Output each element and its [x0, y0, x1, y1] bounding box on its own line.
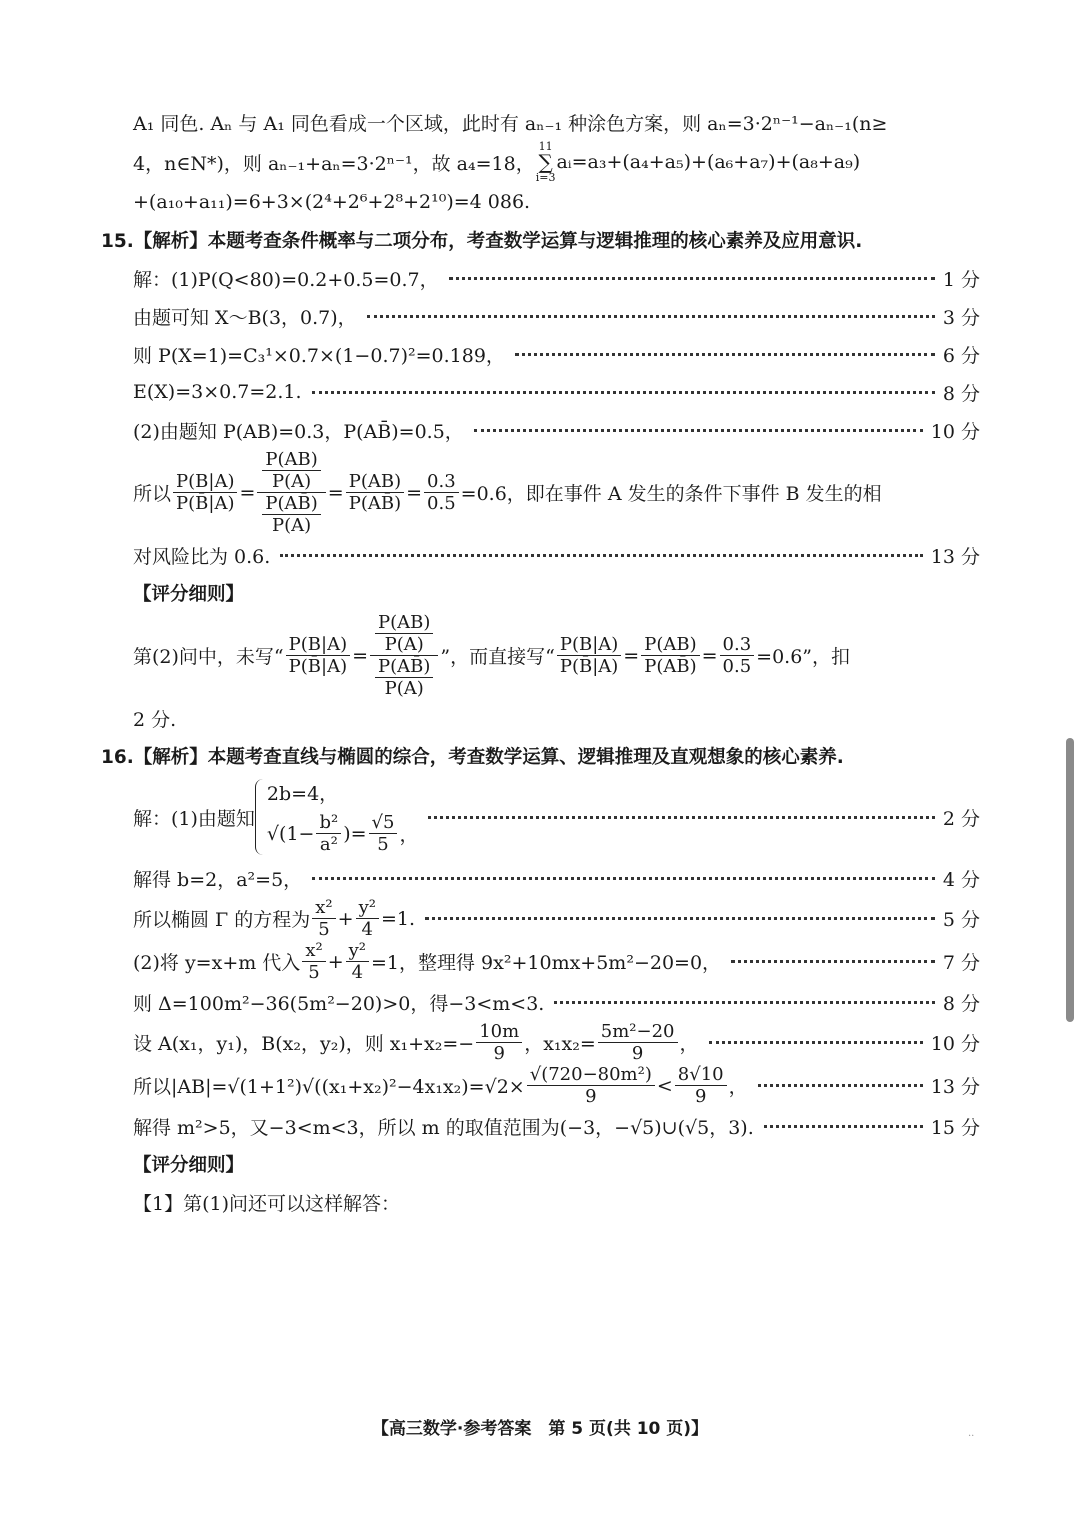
line-content [133, 580, 244, 606]
score-points: 13 分 [930, 545, 980, 568]
math-text: =1. [380, 907, 416, 930]
math-text: = [327, 481, 344, 504]
summation [536, 141, 556, 183]
math-text: 所以|AB|=√(1+1²)√((x₁+x₂)²−4x₁x₂)=√2× [133, 1076, 525, 1098]
math-text: 对风险比为 0.6. [133, 545, 271, 568]
math-text: P(B̄|A) [288, 656, 348, 677]
denominator [359, 919, 376, 940]
line-content [133, 612, 850, 699]
line-content [133, 341, 505, 368]
score-points: 6 分 [942, 344, 980, 367]
math-text: P(AB) [378, 612, 431, 633]
answer-document [101, 103, 980, 1221]
math-text: P(A) [272, 471, 312, 492]
denominator [557, 656, 621, 677]
line-content [133, 449, 882, 536]
fraction [375, 656, 433, 699]
numerator [476, 1021, 522, 1043]
denominator [349, 962, 366, 983]
math-text: P(B|A) [559, 634, 619, 655]
math-text: 解：(1)P(Q<80)=0.2+0.5=0.7， [133, 268, 439, 291]
fraction [257, 449, 325, 536]
dot-leader [731, 960, 935, 963]
math-text: 第(2)问中，未写“ [133, 646, 284, 668]
math-text: 【评分细则】 [133, 584, 245, 605]
denominator [317, 834, 341, 855]
score-points: 2 分 [942, 807, 980, 830]
denominator [346, 493, 404, 514]
math-text: x² [315, 897, 333, 918]
fraction [346, 940, 369, 983]
score-points: 4 分 [942, 868, 980, 891]
numerator [286, 634, 350, 656]
numerator [641, 634, 699, 656]
numerator [527, 1064, 655, 1086]
numerator [262, 493, 320, 515]
corner-mark: .. [968, 1428, 975, 1439]
fraction [262, 493, 320, 536]
numerator [375, 656, 433, 678]
math-text: ， [399, 824, 419, 846]
line-content [133, 265, 439, 292]
math-text: P(AB) [348, 471, 402, 492]
math-text: P(AB̄) [348, 493, 402, 514]
denominator [582, 1086, 599, 1107]
dot-leader [312, 877, 935, 880]
fraction [302, 940, 325, 983]
numerator [346, 940, 369, 962]
math-text: )= [343, 822, 367, 845]
line-content [133, 940, 721, 983]
line-content [133, 865, 302, 892]
denominator [257, 493, 325, 536]
math-text: A₁ 同色. Aₙ 与 A₁ 同色看成一个区域，此时有 aₙ₋₁ 种涂色方案，则 aₙ=3·2ⁿ⁻¹−aₙ₋₁(n≥ [133, 112, 888, 135]
math-text: y² [348, 940, 366, 961]
fraction [346, 471, 404, 514]
line-content [133, 542, 270, 569]
math-text: < [656, 1074, 673, 1097]
math-text: y² [358, 897, 376, 918]
score-points: 8 分 [942, 382, 980, 405]
score-points: 5 分 [942, 909, 980, 931]
dot-leader [428, 816, 934, 819]
text-line [133, 183, 980, 221]
math-text: ， [679, 1033, 699, 1055]
math-text: 解得 b=2，a²=5， [133, 868, 303, 891]
text-line [133, 859, 980, 897]
math-text: =0.6，即在事件 A 发生的条件下事件 B 发生的相 [460, 483, 882, 505]
brace-symbol [255, 779, 264, 855]
text-line [133, 259, 980, 297]
fraction [312, 897, 335, 940]
denominator [173, 493, 237, 514]
math-text: + [327, 950, 344, 973]
math-text: 9 [585, 1086, 597, 1107]
denominator [315, 919, 332, 940]
text-line [133, 775, 980, 859]
math-text: = [623, 644, 640, 667]
numerator [598, 1021, 678, 1043]
text-line [133, 536, 980, 574]
numerator [369, 812, 398, 834]
math-text: E(X)=3×0.7=2.1. [133, 381, 302, 403]
math-text: P(B̄|A) [176, 493, 235, 514]
line-content [133, 989, 544, 1016]
score-points: 10 分 [930, 1033, 980, 1055]
math-text: 由题可知 X～B(3，0.7)， [133, 306, 357, 329]
scrollbar-thumb[interactable] [1066, 738, 1074, 1022]
math-text: 解得 m²>5，又−3<m<3，所以 m 的取值范围为(−3，−√5)∪(√5，3). [133, 1116, 754, 1139]
dot-leader [474, 429, 923, 432]
fraction [598, 1021, 678, 1064]
section-heading [133, 1145, 980, 1183]
dot-leader [709, 1041, 923, 1044]
numerator [424, 471, 459, 493]
text-line [133, 373, 980, 411]
numerator [356, 897, 379, 919]
denominator [629, 1043, 646, 1064]
fraction [375, 612, 433, 655]
math-text: (2)由题知 P(AB)=0.3，P(AB̄)=0.5， [133, 420, 464, 443]
math-text: 解：(1)由题知 [133, 807, 255, 830]
text-line [133, 141, 980, 183]
math-text: 5m²−20 [600, 1021, 675, 1042]
line-content [101, 227, 862, 253]
math-text: = [352, 644, 369, 667]
text-line [133, 103, 980, 141]
math-text: 5 [377, 834, 389, 855]
math-text: P(AB) [644, 634, 697, 655]
dot-leader [312, 391, 935, 394]
math-text: = [701, 644, 718, 667]
text-line [133, 449, 980, 536]
math-text: 5 [308, 962, 320, 983]
fraction [557, 634, 621, 677]
sum-sym: ∑ [538, 150, 553, 174]
line-content [133, 303, 357, 330]
score-points: 7 分 [942, 952, 980, 974]
line-content [133, 381, 302, 403]
math-text: =0.6”，扣 [756, 646, 851, 668]
fraction [424, 471, 459, 514]
dot-leader [515, 353, 935, 356]
math-text: 【1】第(1)问还可以这样解答： [133, 1192, 401, 1215]
denominator [269, 471, 314, 492]
fraction [286, 634, 350, 677]
fraction [369, 812, 398, 855]
math-text: 0.5 [427, 493, 456, 514]
text-line [133, 1021, 980, 1064]
score-points: 8 分 [942, 992, 980, 1015]
equation-system [255, 779, 419, 855]
math-text: 9 [493, 1043, 505, 1064]
math-text: P(B|A) [288, 634, 348, 655]
dot-leader [758, 1084, 923, 1087]
numerator [173, 471, 237, 493]
math-text: 9 [694, 1086, 707, 1107]
math-text: x² [305, 940, 323, 961]
fraction [641, 634, 699, 677]
text-line [133, 297, 980, 335]
denominator [490, 1043, 507, 1064]
math-text: 8√10 [677, 1064, 724, 1085]
math-text: =1，整理得 9x²+10mx+5m²−20=0， [371, 952, 722, 974]
math-text: 所以椭圆 Γ 的方程为 [133, 909, 311, 931]
math-text: 则 P(X=1)=C₃¹×0.7×(1−0.7)²=0.189， [133, 344, 505, 367]
math-text: P(A) [384, 634, 424, 655]
math-text: 15.【解析】本题考查条件概率与二项分布，考查数学运算与逻辑推理的核心素养及应用意识. [101, 231, 863, 252]
section-heading [101, 221, 980, 259]
line-content [133, 1151, 244, 1177]
math-text: aᵢ=a₃+(a₄+a₅)+(a₆+a₇)+(a₈+a₉) [556, 151, 861, 173]
score-points: 10 分 [930, 420, 980, 443]
math-text: (2)将 y=x+m 代入 [133, 952, 301, 974]
denominator [305, 962, 322, 983]
denominator [374, 834, 391, 855]
line-content [101, 743, 844, 769]
line-content [133, 1021, 699, 1064]
dot-leader [367, 315, 935, 318]
math-text: P(A) [272, 515, 312, 536]
math-text: √5 [371, 812, 395, 833]
math-text: 则 Δ=100m²−36(5m²−20)>0，得−3<m<3. [133, 992, 545, 1015]
fraction [316, 812, 341, 855]
denominator [269, 515, 314, 536]
math-text: a² [319, 834, 338, 855]
dot-leader [425, 917, 935, 920]
math-text: 设 A(x₁，y₁)，B(x₂，y₂)，则 x₁+x₂=− [133, 1033, 475, 1055]
text-line [133, 411, 980, 449]
math-text: 2b=4， [266, 783, 339, 805]
math-text: 10m [479, 1021, 520, 1042]
text-line [133, 897, 980, 940]
numerator [302, 940, 325, 962]
math-text: 16.【解析】本题考查直线与椭圆的综合，考查数学运算、逻辑推理及直观想象的核心素养. [101, 747, 844, 768]
dot-leader [280, 554, 922, 557]
numerator [346, 471, 404, 493]
line-content [133, 417, 464, 444]
line-content [133, 1064, 748, 1107]
text-line [133, 1064, 980, 1107]
sum-top: 11 [538, 140, 553, 153]
math-text: 9 [631, 1043, 644, 1064]
line-content [133, 109, 887, 136]
text-line [133, 983, 980, 1021]
system-rows [267, 779, 419, 855]
math-text: 2 分. [133, 708, 177, 731]
math-text: P(A) [384, 678, 424, 699]
fraction [370, 612, 438, 699]
section-heading [101, 737, 980, 775]
math-text: ， [728, 1076, 748, 1098]
math-text: +(a₁₀+a₁₁)=6+3×(2⁴+2⁶+2⁸+2¹⁰)=4 086. [133, 191, 531, 213]
math-text: = [406, 481, 423, 504]
line-content [133, 1189, 400, 1216]
math-text: 4 [351, 962, 364, 983]
math-text: ”，而直接写“ [440, 646, 555, 668]
math-text: 5 [318, 919, 330, 940]
text-line [133, 1183, 980, 1221]
text-line [133, 940, 980, 983]
dot-leader [449, 277, 935, 280]
numerator [675, 1064, 727, 1086]
math-text: ，x₁x₂= [524, 1033, 596, 1055]
denominator [382, 678, 427, 699]
denominator [641, 656, 699, 677]
math-text: b² [319, 812, 339, 833]
system-row [267, 812, 419, 855]
fraction [476, 1021, 522, 1064]
fraction [262, 449, 320, 492]
math-text: 0.3 [427, 471, 456, 492]
score-points: 13 分 [930, 1076, 980, 1098]
math-text: = [239, 481, 256, 504]
math-text: 4，n∈N*)，则 aₙ₋₁+aₙ=3·2ⁿ⁻¹，故 a₄=18， [133, 152, 535, 175]
fraction [173, 471, 237, 514]
fraction [720, 634, 755, 677]
math-text: P(AB̄) [378, 656, 431, 677]
math-text: √(720−80m²) [529, 1064, 652, 1085]
denominator [720, 656, 755, 677]
denominator [692, 1086, 709, 1107]
fraction [356, 897, 379, 940]
math-text: 所以 [133, 483, 172, 505]
system-row [267, 779, 419, 806]
text-line [133, 335, 980, 373]
line-content [133, 141, 860, 183]
score-points: 1 分 [942, 268, 980, 291]
math-text: P(AB̄) [265, 493, 318, 514]
line-content [133, 705, 176, 732]
denominator [424, 493, 459, 514]
math-text: 0.5 [722, 656, 752, 677]
numerator [370, 612, 438, 656]
denominator [370, 656, 438, 699]
math-text: P(B̄|A) [559, 656, 619, 677]
page-footer: 【高三数学·参考答案 第 5 页(共 10 页)】 [371, 1419, 709, 1439]
numerator [262, 449, 320, 471]
dot-leader [554, 1001, 935, 1004]
line-content [133, 775, 418, 859]
score-points: 15 分 [930, 1116, 980, 1139]
denominator [382, 634, 427, 655]
math-text: √(1− [266, 822, 315, 845]
math-text: 【评分细则】 [133, 1155, 245, 1176]
fraction [675, 1064, 727, 1107]
text-line [133, 612, 980, 699]
text-line [133, 699, 980, 737]
fraction [527, 1064, 655, 1107]
dot-leader [764, 1125, 923, 1128]
section-heading [133, 574, 980, 612]
numerator [316, 812, 341, 834]
score-points: 3 分 [942, 306, 980, 329]
numerator [257, 449, 325, 493]
numerator [375, 612, 433, 634]
sum-bot: i=3 [535, 171, 556, 184]
line-content [133, 1113, 754, 1140]
numerator [720, 634, 755, 656]
line-content [133, 191, 530, 213]
numerator [557, 634, 621, 656]
math-text: P(AB) [265, 449, 318, 470]
math-text: 4 [361, 919, 373, 940]
math-text: P(AB̄) [644, 656, 697, 677]
math-text: P(B|A) [176, 471, 235, 492]
denominator [286, 656, 350, 677]
line-content [133, 897, 415, 940]
math-text: 0.3 [722, 634, 752, 655]
numerator [312, 897, 335, 919]
text-line [133, 1107, 980, 1145]
math-text: + [337, 907, 354, 930]
